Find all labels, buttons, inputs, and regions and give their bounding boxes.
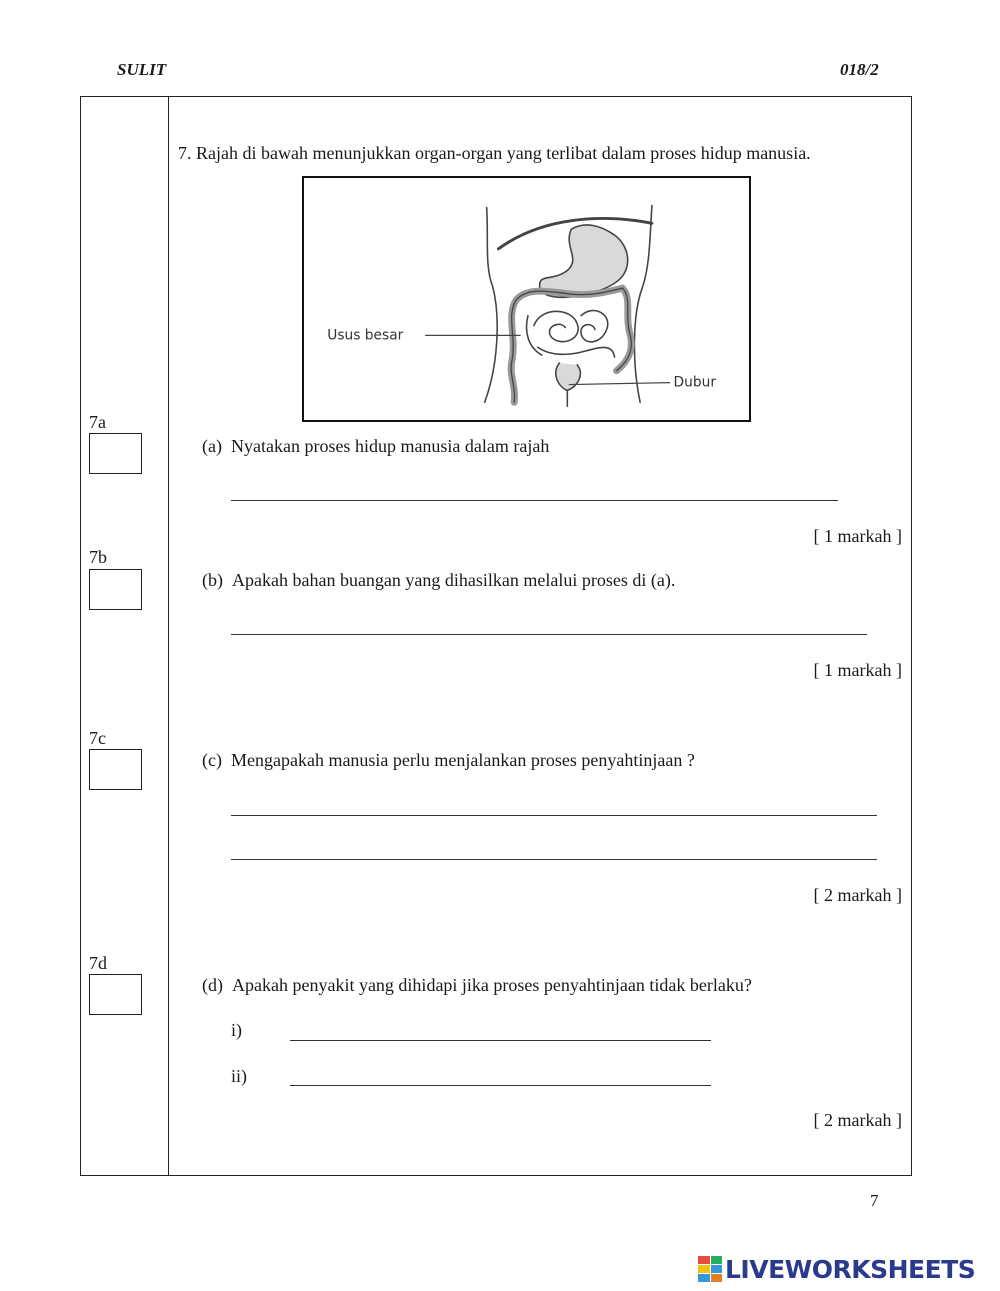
marks-7d: [ 2 markah ] [813, 1110, 902, 1130]
score-box-7b[interactable] [89, 569, 142, 610]
header-paper-code: 018/2 [840, 60, 879, 79]
answer-line-c1[interactable] [231, 815, 877, 816]
marks-7c: [ 2 markah ] [813, 885, 902, 905]
score-box-7a[interactable] [89, 433, 142, 474]
part-c-question: (c) Mengapakah manusia perlu menjalankan proses penyahtinjaan ? [202, 750, 695, 770]
answer-line-b[interactable] [231, 634, 867, 635]
part-code-7b: 7b [89, 547, 107, 567]
page-number: 7 [870, 1191, 879, 1210]
answer-line-a[interactable] [231, 500, 838, 501]
score-box-7d[interactable] [89, 974, 142, 1015]
part-code-7c: 7c [89, 728, 106, 748]
digestive-system-drawing [304, 178, 749, 420]
answer-line-c2[interactable] [231, 859, 877, 860]
part-d-question: (d) Apakah penyakit yang dihidapi jika proses penyahtinjaan tidak berlaku? [202, 975, 752, 995]
digestive-system-diagram [302, 176, 751, 422]
liveworksheets-wordmark: LIVEWORKSHEETS [725, 1254, 976, 1284]
answer-line-d2[interactable] [290, 1085, 711, 1086]
header-sulit: SULIT [117, 60, 167, 79]
answer-line-d1[interactable] [290, 1040, 711, 1041]
item-i-label: i) [231, 1020, 242, 1040]
margin-divider [168, 96, 169, 1176]
label-usus-besar: Usus besar [327, 327, 404, 344]
part-code-7d: 7d [89, 953, 107, 973]
marks-7a: [ 1 markah ] [813, 526, 902, 546]
question-stem: 7. Rajah di bawah menunjukkan organ-organ yang terlibat dalam proses hidup manusia. [178, 143, 811, 163]
part-a-question: (a) Nyatakan proses hidup manusia dalam rajah [202, 436, 550, 456]
item-ii-label: ii) [231, 1066, 247, 1086]
liveworksheets-icon [698, 1256, 722, 1282]
part-b-question: (b) Apakah bahan buangan yang dihasilkan melalui proses di (a). [202, 570, 676, 590]
label-dubur: Dubur [673, 374, 717, 391]
score-box-7c[interactable] [89, 749, 142, 790]
liveworksheets-logo [698, 1254, 975, 1284]
marks-7b: [ 1 markah ] [813, 660, 902, 680]
part-code-7a: 7a [89, 412, 106, 432]
